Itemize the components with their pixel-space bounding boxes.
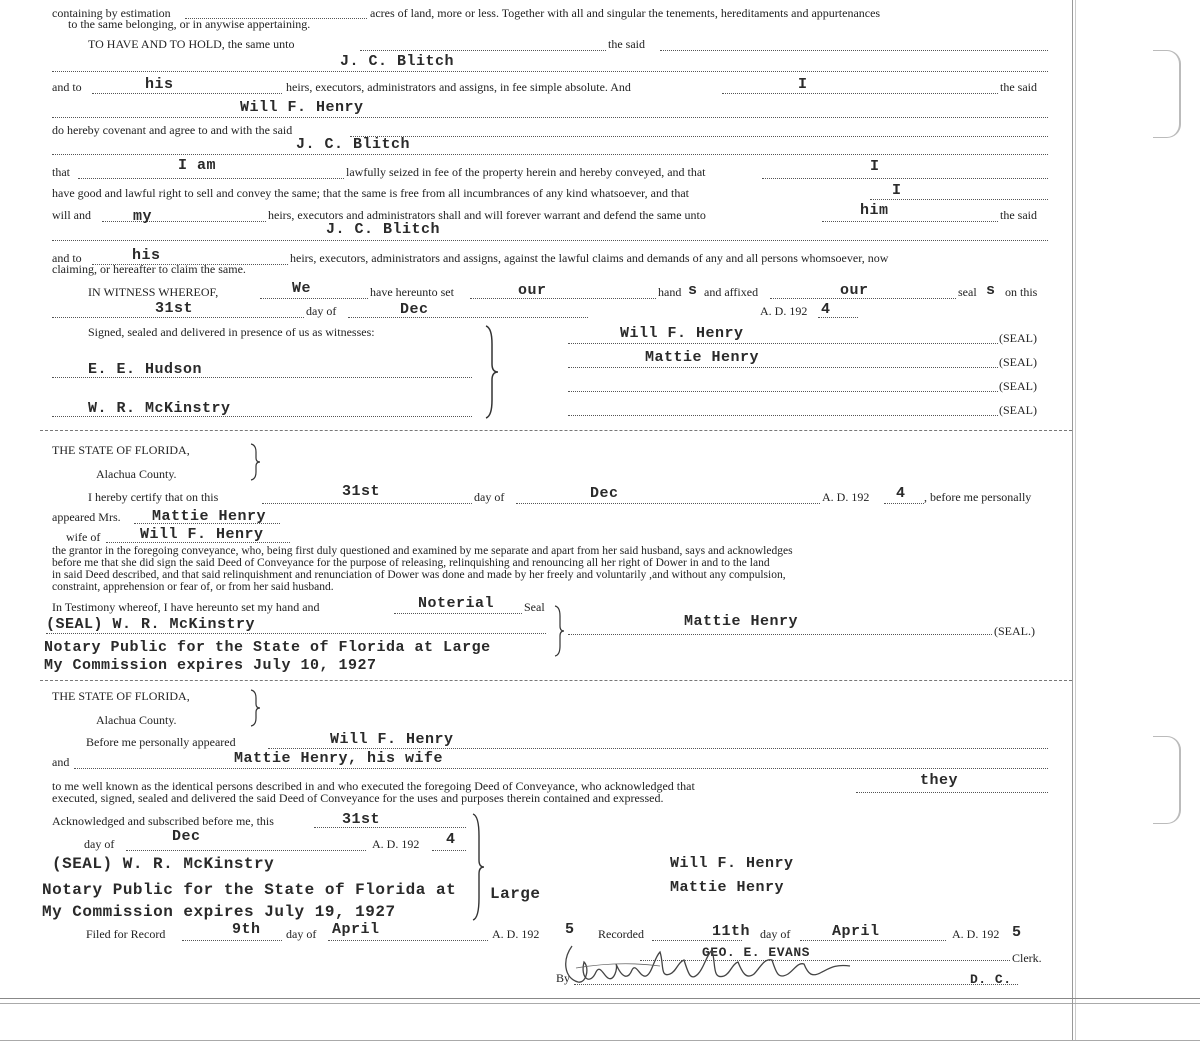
ruled-line [52, 240, 1048, 241]
fill-line [46, 633, 546, 634]
cert1-ad: A. D. 192 [822, 490, 870, 504]
fill-his: his [145, 76, 174, 93]
record-rec-month: April [832, 923, 880, 940]
fill-line [470, 298, 656, 299]
cert2-notary-3: My Commission expires July 19, 1927 [42, 903, 396, 921]
text-will-and: will and [52, 208, 91, 222]
fill-our-2: our [840, 282, 869, 299]
text-signed: Signed, sealed and delivered in presence of us as witnesses: [88, 325, 375, 339]
fill-line [92, 93, 282, 94]
cert1-appeared: appeared Mrs. [52, 510, 121, 524]
text-lawfully: lawfully seized in fee of the property herein and hereby conveyed, and that [346, 165, 706, 179]
ruled-line [52, 154, 1048, 155]
fill-s: s [688, 282, 698, 299]
text-and-affixed: and affixed [704, 285, 759, 299]
cert2-notary-2b: Large [490, 885, 541, 903]
grantee-name-3: J. C. Blitch [326, 221, 441, 238]
clerk-name: GEO. E. EVANS [702, 945, 810, 960]
cert1-body-2: before me that she did sign the said Deed of Conveyance for the purpose of releasing, relinquishing and renouncing all her right of Dower in and to the land [52, 557, 770, 569]
cert1-before: , before me personally [924, 490, 1032, 504]
grantor-name: Will F. Henry [240, 99, 364, 116]
fill-my: my [133, 208, 153, 225]
cert1-noterial: Noterial [418, 595, 495, 612]
cert1-notary-1: (SEAL) W. R. McKinstry [46, 616, 256, 633]
fill-line [822, 221, 998, 222]
text-the-said-3: the said [1000, 208, 1037, 222]
cert1-month: Dec [590, 485, 619, 502]
text-have-good: have good and lawful right to sell and convey the same; that the same is free from all incumbrances of any kind whatsoever, and that [52, 186, 689, 200]
cert1-brace [248, 442, 262, 482]
fill-I: I [798, 76, 808, 93]
record-by: By [556, 971, 571, 985]
fill-year1: 4 [821, 301, 831, 318]
cert1-sig-brace [552, 604, 566, 658]
text-heirs-fee: heirs, executors, administrators and assigns, in fee simple absolute. And [286, 80, 631, 94]
record-recorded: Recorded [598, 927, 644, 941]
cert1-day: 31st [342, 483, 381, 500]
text-day-of: day of [306, 304, 337, 318]
cert2-county: Alachua County. [96, 713, 177, 727]
cert2-month: Dec [172, 828, 201, 845]
cert2-signature-2: Mattie Henry [670, 879, 785, 896]
cert1-county: Alachua County. [96, 467, 177, 481]
margin-rule-2 [1075, 0, 1076, 1040]
text-have-hereunto: have hereunto set [370, 285, 454, 299]
fill-line [722, 93, 998, 94]
text-ad: A. D. 192 [760, 304, 808, 318]
cert2-known-1: to me well known as the identical persons described in and who executed the foregoing Deed of Conveyance, who acknowledged that [52, 779, 695, 793]
fill-line [268, 748, 1048, 749]
bottom-border-3 [0, 1040, 1200, 1041]
cert2-person-2: Mattie Henry, his wife [234, 750, 444, 767]
fill-line [182, 940, 282, 941]
fill-line [74, 768, 1048, 769]
fill-line [762, 178, 1048, 179]
fill-line [126, 850, 366, 851]
fill-s-2: s [986, 282, 996, 299]
cert2-state: THE STATE OF FLORIDA, [52, 689, 190, 703]
fill-line [394, 613, 522, 614]
fill-line [660, 50, 1048, 51]
cert2-person-1: Will F. Henry [330, 731, 454, 748]
cert1-seal-word: Seal [524, 600, 545, 614]
cert2-sig-brace [470, 812, 486, 922]
cert2-year: 4 [446, 831, 456, 848]
cert1-mrs-name: Mattie Henry [152, 508, 267, 525]
bottom-border-2 [0, 1003, 1200, 1004]
fill-him: him [860, 202, 889, 219]
binder-hole-top [1153, 50, 1181, 138]
fill-our: our [518, 282, 547, 299]
text-appertaining: to the same belonging, or in anywise appertaining. [68, 17, 311, 31]
cert1-state: THE STATE OF FLORIDA, [52, 443, 190, 457]
text-on-this: on this [1005, 285, 1038, 299]
cert1-certify: I hereby certify that on this [88, 490, 219, 504]
text-the-said-2: the said [1000, 80, 1037, 94]
signature-will-henry: Will F. Henry [620, 325, 744, 342]
cert2-they: they [920, 772, 959, 789]
fill-line [818, 317, 858, 318]
record-dc-initials: D. C. [970, 972, 1012, 987]
cert1-husband: Will F. Henry [140, 526, 264, 543]
signature-line [568, 391, 998, 392]
record-day-of: day of [286, 927, 317, 941]
witness-hudson: E. E. Hudson [88, 361, 203, 378]
text-that: that [52, 165, 70, 179]
text-the-said: the said [608, 37, 645, 51]
cert1-seal-label: (SEAL.) [994, 624, 1035, 638]
record-filed: Filed for Record [86, 927, 166, 941]
cert1-body-1: the grantor in the foregoing conveyance, who, being first duly questioned and examined by me separate and apart from her said husband, says and acknowledges [52, 545, 793, 557]
cert2-brace [248, 688, 262, 728]
fill-line [260, 298, 368, 299]
record-filed-day: 9th [232, 921, 261, 938]
section-divider [40, 680, 1072, 681]
cert1-notary-2: Notary Public for the State of Florida at Large [44, 639, 491, 656]
cert1-testimony: In Testimony whereof, I have hereunto set my hand and [52, 600, 320, 614]
ruled-line [52, 71, 1048, 72]
witness-brace [480, 324, 500, 420]
fill-line [516, 503, 820, 504]
cert2-acknowledged: Acknowledged and subscribed before me, this [52, 814, 274, 828]
cert1-body-3: in said Deed described, and that said relinquishment and renunciation of Dower was done and made by her freely and voluntarily ,and without any compulsion, [52, 569, 786, 581]
text-claiming: claiming, or hereafter to claim the same. [52, 262, 246, 276]
witness-line [52, 416, 472, 417]
fill-line [328, 940, 488, 941]
fill-line [262, 503, 472, 504]
record-ad-2: A. D. 192 [952, 927, 1000, 941]
text-seal: seal [958, 285, 977, 299]
fill-line [870, 199, 1048, 200]
fill-month1: Dec [400, 301, 429, 318]
fill-line [348, 317, 588, 318]
record-filed-month: April [332, 921, 380, 938]
cert1-body-4: constraint, apprehension or fear of, or from her said husband. [52, 581, 334, 593]
cert1-wife-of: wife of [66, 530, 101, 544]
grantee-name-2: J. C. Blitch [296, 136, 411, 153]
signature-mattie-henry: Mattie Henry [645, 349, 760, 366]
witness-line [52, 377, 472, 378]
witness-mckinstry: W. R. McKinstry [88, 400, 231, 417]
record-rec-year: 5 [1012, 924, 1022, 941]
fill-I-3: I [892, 182, 902, 199]
fill-line [78, 178, 344, 179]
cert1-year: 4 [896, 485, 906, 502]
text-habendum: TO HAVE AND TO HOLD, the same unto [88, 37, 295, 51]
grantee-name: J. C. Blitch [340, 53, 455, 70]
fill-line [884, 503, 924, 504]
deputy-clerk-signature-icon [560, 938, 860, 994]
section-divider [40, 430, 1072, 431]
fill-his-2: his [132, 247, 161, 264]
cert2-and: and [52, 755, 70, 769]
fill-i-am: I am [178, 157, 217, 174]
cert1-notary-3: My Commission expires July 10, 1927 [44, 657, 377, 674]
signature-line [568, 634, 992, 635]
seal-label: (SEAL) [999, 379, 1037, 393]
text-heirs-warrant: heirs, executors and administrators shall and will forever warrant and defend the same unto [268, 208, 706, 222]
fill-we: We [292, 280, 312, 297]
record-filed-year: 5 [565, 921, 575, 938]
cert2-ad: A. D. 192 [372, 837, 420, 851]
bottom-border [0, 998, 1200, 999]
cert2-before: Before me personally appeared [86, 735, 236, 749]
fill-line [856, 792, 1048, 793]
text-heirs-claims: heirs, executors, administrators and assigns, against the lawful claims and demands of any and all persons whomsoever, now [290, 251, 889, 265]
record-ad: A. D. 192 [492, 927, 540, 941]
fill-I-2: I [870, 158, 880, 175]
signature-line [568, 343, 998, 344]
record-day-of-2: day of [760, 927, 791, 941]
fill-line [350, 136, 1048, 137]
text-witness: IN WITNESS WHEREOF, [88, 285, 219, 299]
signature-line [568, 415, 998, 416]
fill-line [52, 317, 304, 318]
fill-line [102, 221, 266, 222]
cert1-signature: Mattie Henry [684, 613, 799, 630]
fill-line [314, 827, 466, 828]
record-rec-day: 11th [712, 923, 751, 940]
fill-day1: 31st [155, 300, 194, 317]
cert2-day: 31st [342, 811, 381, 828]
fill-line [432, 850, 466, 851]
cert2-known-2: executed, signed, sealed and delivered the said Deed of Conveyance for the uses and purposes therein contained and expressed. [52, 791, 664, 805]
binder-hole-bottom [1153, 736, 1181, 824]
cert1-day-of: day of [474, 490, 505, 504]
text-and-to: and to [52, 80, 82, 94]
seal-label: (SEAL) [999, 403, 1037, 417]
cert2-day-of: day of [84, 837, 115, 851]
seal-label: (SEAL) [999, 331, 1037, 345]
text-and-to-2: and to [52, 251, 82, 265]
seal-label: (SEAL) [999, 355, 1037, 369]
signature-line [568, 367, 998, 368]
text-do-hereby: do hereby covenant and agree to and with the said [52, 123, 293, 137]
text-containing: containing by estimation [52, 6, 171, 20]
text-acres: acres of land, more or less. Together with all and singular the tenements, hereditaments and appurtenances [370, 6, 881, 20]
cert2-notary-1: (SEAL) W. R. McKinstry [52, 855, 275, 873]
fill-line [360, 50, 606, 51]
text-hand: hand [658, 285, 682, 299]
margin-rule [1072, 0, 1073, 1040]
record-clerk: Clerk. [1012, 951, 1042, 965]
ruled-line [52, 117, 1048, 118]
bottom-tick [1072, 1003, 1073, 1040]
cert2-notary-2a: Notary Public for the State of Florida at [42, 881, 457, 899]
cert2-signature-1: Will F. Henry [670, 855, 794, 872]
